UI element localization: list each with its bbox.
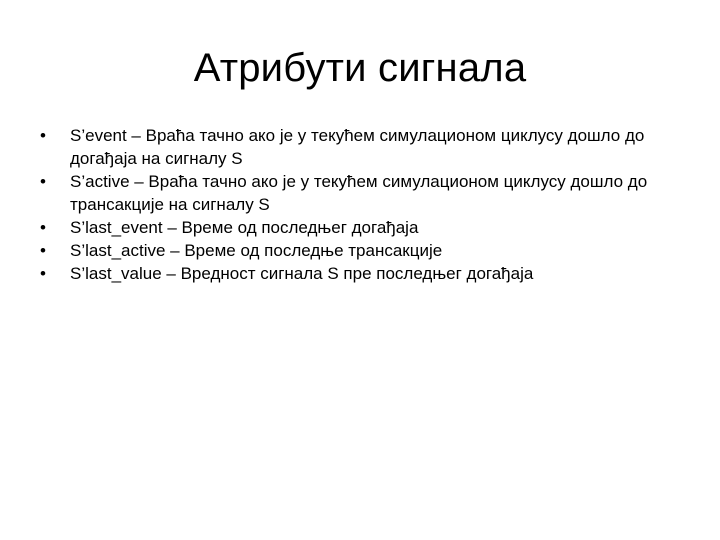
bullet-item-active [40,170,700,216]
bullet-text: S’last_active – Време од последње трансакције [70,241,443,260]
bullet-dot-icon: • [40,126,46,145]
bullet-item-last-value [40,262,700,285]
bullet-text: S’active – Враћа тачно ако је у текућем симулационом циклусу дошло до трансакције на сигналу S [70,172,648,214]
bullet-item-last-active [40,239,700,262]
bullet-text: S’last_event – Време од последњег догађаја [70,218,419,237]
bullet-dot-icon: • [40,218,46,237]
bullet-list [40,124,700,285]
slide-title: Атрибути сигнала [193,46,527,90]
bullet-text: S’last_value – Вредност сигнала S пре последњег догађаја [70,264,534,283]
bullet-item-event [40,124,700,170]
bullet-text: S’event – Враћа тачно ако је у текућем симулационом циклусу дошло до догађаја на сигналу S [70,126,645,168]
bullet-dot-icon: • [40,264,46,283]
bullet-item-last-event [40,216,700,239]
bullet-dot-icon: • [40,172,46,191]
bullet-dot-icon: • [40,241,46,260]
